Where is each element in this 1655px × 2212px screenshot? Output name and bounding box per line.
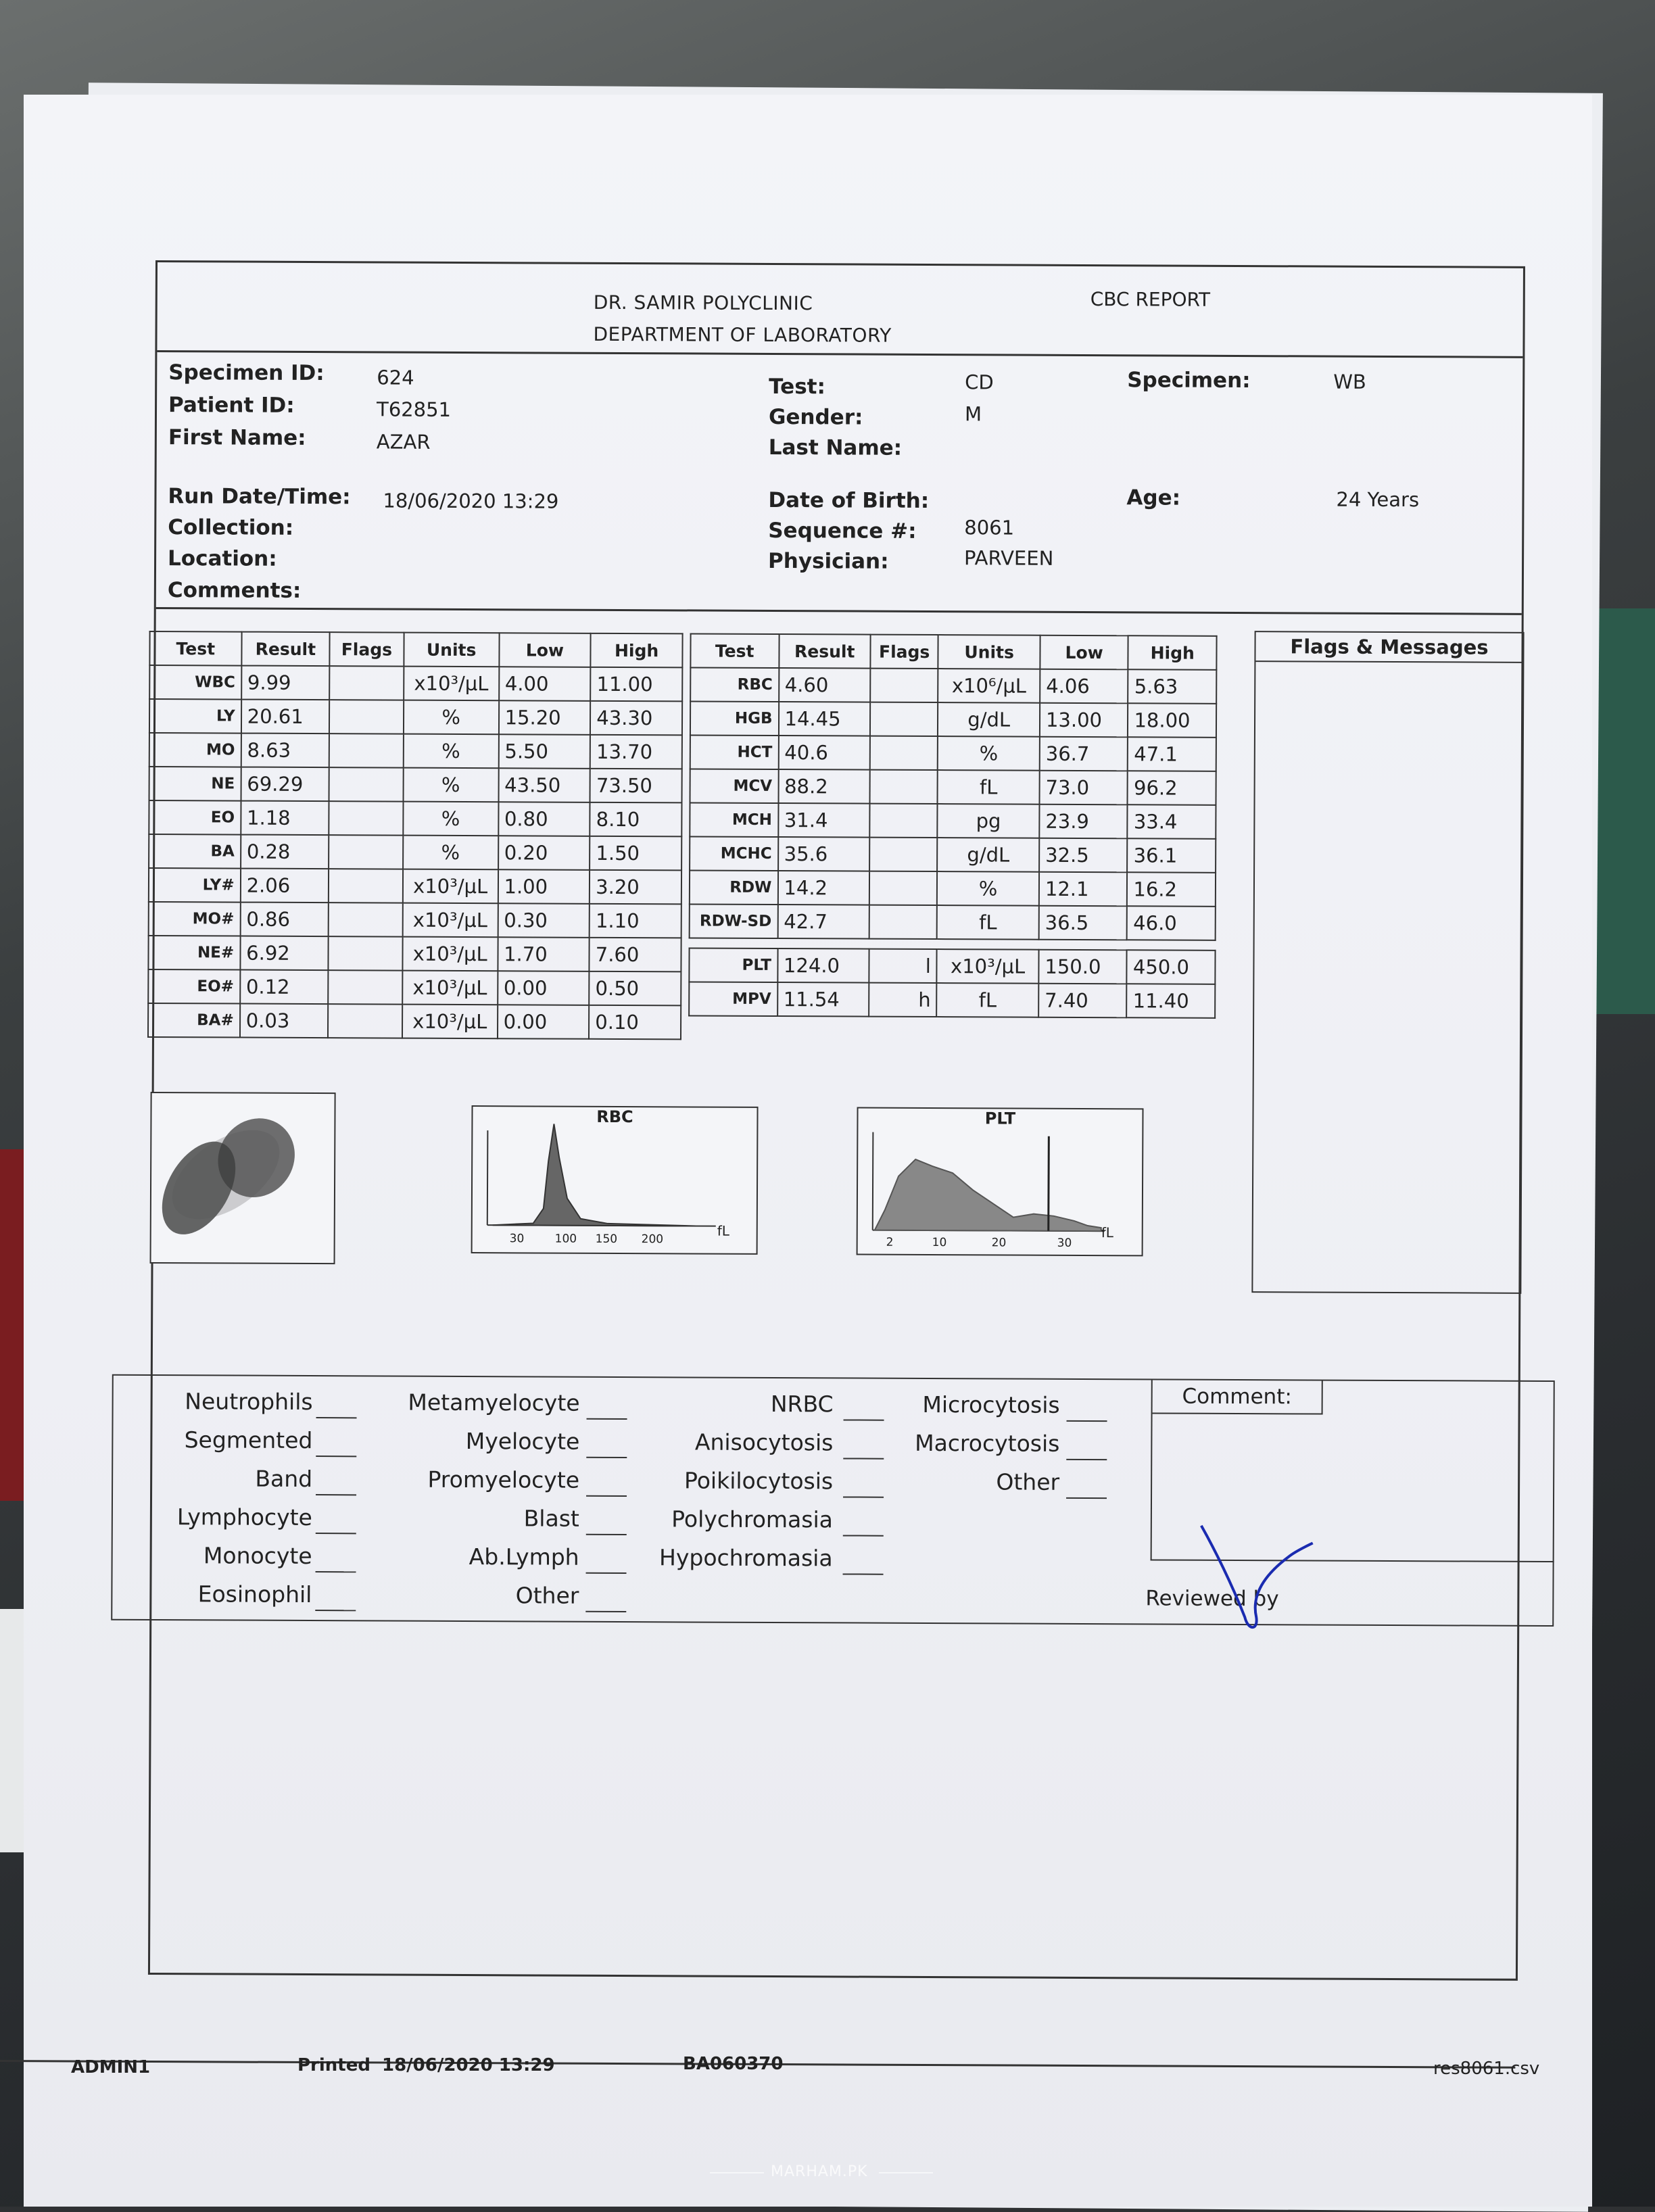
- low-value: 0.30: [498, 903, 590, 938]
- low-value: 1.00: [498, 869, 590, 904]
- table-row: [689, 948, 1215, 984]
- flag-value: [329, 767, 404, 801]
- low-value: 0.00: [498, 971, 590, 1005]
- watermark: MARHAM.PK: [771, 2163, 868, 2180]
- differential-label: Eosinophil: [197, 1581, 312, 1608]
- units-value: %: [403, 768, 498, 802]
- differential-label: Lymphocyte: [176, 1504, 312, 1531]
- units-value: fL: [937, 905, 1039, 940]
- test-name: EO: [149, 800, 241, 835]
- test-name: NE: [149, 767, 241, 801]
- low-value: 0.80: [498, 802, 590, 836]
- test-name: MO#: [149, 902, 241, 936]
- rbc-histogram: [471, 1105, 759, 1255]
- low-value: 23.9: [1039, 804, 1128, 839]
- column-header: Test: [690, 633, 779, 668]
- entry-blank-line: [585, 1611, 626, 1612]
- table-row: [149, 902, 681, 938]
- entry-blank-line: [843, 1573, 884, 1574]
- low-value: 15.20: [499, 700, 591, 735]
- table-row: [690, 802, 1216, 838]
- plt-results-table: [688, 947, 1216, 1018]
- test-value: CD: [965, 370, 994, 394]
- reviewer-signature: [1194, 1516, 1330, 1652]
- differential-label: Other: [515, 1582, 579, 1609]
- differential-label: Metamyelocyte: [408, 1389, 580, 1416]
- table-row: [690, 904, 1216, 940]
- table-row: [148, 969, 681, 1005]
- entry-blank-line: [843, 1496, 884, 1497]
- units-value: fL: [938, 770, 1040, 804]
- test-name: HGB: [690, 701, 779, 736]
- result-value: 14.45: [778, 702, 870, 736]
- test-name: BA#: [148, 1003, 240, 1038]
- plt-histogram-graphic: [858, 1109, 1143, 1255]
- entry-blank-line: [844, 1419, 884, 1420]
- result-value: 0.86: [240, 903, 329, 937]
- rbc-tick-label: 100: [554, 1232, 577, 1246]
- test-name: MO: [149, 733, 241, 767]
- test-name: RDW: [690, 870, 778, 905]
- result-value: 31.4: [778, 803, 870, 838]
- test-name: BA: [149, 834, 241, 869]
- specimen-id-label: Specimen ID:: [168, 360, 325, 386]
- high-value: 11.00: [590, 667, 682, 702]
- column-header: Flags: [330, 632, 404, 666]
- units-value: x10³/µL: [402, 1005, 498, 1039]
- plt-tick-label: 10: [932, 1236, 947, 1250]
- low-value: 32.5: [1039, 838, 1128, 873]
- differential-label: Neutrophils: [185, 1388, 313, 1416]
- flag-value: [329, 869, 403, 903]
- result-value: 124.0: [777, 948, 869, 983]
- result-value: 0.03: [240, 1004, 329, 1038]
- result-value: 35.6: [778, 837, 870, 871]
- column-header: Test: [149, 631, 241, 666]
- differential-label: Other: [996, 1468, 1060, 1495]
- flag-value: [870, 736, 938, 770]
- result-value: 20.61: [241, 700, 330, 734]
- low-value: 150.0: [1038, 950, 1127, 984]
- result-value: 4.60: [779, 668, 871, 702]
- entry-blank-line: [1066, 1459, 1107, 1460]
- entry-blank-line: [843, 1535, 884, 1536]
- entry-blank-line: [587, 1418, 627, 1420]
- low-value: 36.5: [1039, 906, 1128, 940]
- high-value: 7.60: [590, 938, 681, 972]
- footer-user: ADMIN1: [71, 2057, 151, 2077]
- entry-blank-line: [1066, 1497, 1107, 1499]
- column-header: High: [591, 633, 683, 668]
- rbc-results-table: [689, 633, 1218, 940]
- result-value: 6.92: [240, 936, 329, 971]
- table-row: [149, 834, 681, 870]
- units-value: %: [403, 734, 498, 769]
- differential-label: Poikilocytosis: [683, 1467, 834, 1495]
- table-row: [690, 769, 1216, 804]
- test-name: RBC: [690, 667, 779, 702]
- comments-label: Comments:: [167, 578, 302, 603]
- flag-value: [329, 666, 404, 700]
- department-name: DEPARTMENT OF LABORATORY: [593, 322, 892, 347]
- test-name: PLT: [689, 948, 777, 982]
- dob-label: Date of Birth:: [768, 487, 930, 513]
- run-date-label: Run Date/Time:: [168, 484, 351, 510]
- gender-label: Gender:: [768, 404, 863, 430]
- differential-label: Ab.Lymph: [469, 1543, 579, 1570]
- wbc-results-table: [147, 631, 683, 1040]
- physician-value: PARVEEN: [964, 546, 1054, 570]
- differential-label: Anisocytosis: [694, 1428, 834, 1456]
- differential-label: Band: [255, 1465, 313, 1493]
- result-value: 88.2: [778, 769, 870, 804]
- report-header: [157, 262, 1523, 358]
- plt-tick-label: 30: [1057, 1236, 1072, 1250]
- result-value: 11.54: [777, 982, 869, 1017]
- result-value: 1.18: [241, 801, 329, 836]
- differential-label: Myelocyte: [465, 1428, 580, 1455]
- column-header: Low: [1040, 635, 1128, 670]
- differential-label: Polychromasia: [671, 1506, 833, 1533]
- units-value: g/dL: [938, 702, 1040, 737]
- flags-messages-box: [1251, 631, 1524, 1294]
- clinic-name: DR. SAMIR POLYCLINIC: [593, 291, 813, 315]
- units-value: pg: [938, 804, 1040, 838]
- flag-value: [329, 936, 403, 970]
- high-value: 18.00: [1128, 703, 1216, 738]
- test-name: LY#: [149, 868, 241, 903]
- low-value: 5.50: [498, 734, 590, 769]
- plt-histogram: [857, 1107, 1144, 1257]
- table-row: [149, 699, 682, 735]
- rbc-unit-label: fL: [717, 1222, 729, 1239]
- test-name: LY: [149, 699, 241, 734]
- footer-printed-label: Printed: [297, 2055, 370, 2075]
- units-value: %: [403, 836, 498, 870]
- entry-blank-line: [316, 1533, 356, 1534]
- flag-value: [329, 700, 404, 734]
- info-divider: [156, 607, 1522, 615]
- low-value: 36.7: [1040, 737, 1128, 771]
- age-value: 24 Years: [1336, 487, 1420, 512]
- entry-blank-line: [316, 1417, 357, 1418]
- units-value: x10³/µL: [403, 869, 498, 904]
- manual-differential-box: [111, 1374, 1555, 1627]
- units-value: %: [938, 736, 1040, 771]
- high-value: 1.50: [590, 836, 681, 871]
- patient-id-value: T62851: [376, 398, 452, 421]
- high-value: 33.4: [1128, 804, 1216, 839]
- collection-label: Collection:: [168, 515, 294, 540]
- flag-value: [869, 838, 938, 871]
- result-value: 42.7: [777, 905, 869, 939]
- test-name: HCT: [690, 735, 779, 769]
- column-header: Low: [499, 633, 591, 667]
- units-value: x10³/µL: [402, 903, 498, 938]
- table-row: [149, 868, 681, 904]
- report-title: CBC REPORT: [1090, 288, 1211, 311]
- specimen-id-value: 624: [377, 366, 414, 389]
- table-row: [689, 982, 1215, 1017]
- test-name: WBC: [149, 665, 241, 700]
- desk-object: [1594, 608, 1655, 1014]
- flags-messages-title: Flags & Messages: [1255, 632, 1522, 663]
- differential-label: Blast: [523, 1505, 579, 1532]
- differential-label: Promyelocyte: [427, 1466, 580, 1493]
- high-value: 73.50: [590, 769, 682, 803]
- result-value: 40.6: [778, 736, 870, 770]
- flag-value: [870, 770, 938, 804]
- last-name-label: Last Name:: [768, 435, 903, 460]
- units-value: x10³/µL: [402, 971, 498, 1005]
- specimen-label: Specimen:: [1127, 368, 1251, 393]
- table-row: [690, 870, 1216, 906]
- units-value: x10³/µL: [937, 949, 1039, 984]
- reviewed-by-label: Reviewed by: [1145, 1586, 1279, 1612]
- entry-blank-line: [1067, 1420, 1107, 1422]
- flag-value: h: [869, 983, 937, 1017]
- watermark-line: [710, 2172, 764, 2173]
- table-row: [690, 667, 1216, 703]
- footer-code: BA060370: [683, 2054, 784, 2074]
- differential-label: Monocyte: [203, 1542, 312, 1570]
- gender-value: M: [964, 402, 982, 426]
- result-value: 0.12: [240, 970, 329, 1005]
- entry-blank-line: [316, 1494, 356, 1495]
- sequence-label: Sequence #:: [768, 518, 917, 544]
- column-header: Units: [938, 635, 1040, 669]
- wbc-scatter-plot: [150, 1092, 336, 1264]
- entry-blank-line: [315, 1610, 356, 1611]
- physician-label: Physician:: [767, 548, 889, 574]
- comment-label: Comment:: [1153, 1380, 1323, 1414]
- flag-value: [329, 801, 403, 835]
- high-value: 36.1: [1128, 838, 1216, 873]
- test-name: MPV: [689, 982, 777, 1016]
- test-name: MCH: [690, 802, 778, 837]
- column-header: Result: [241, 632, 330, 667]
- test-label: Test:: [769, 374, 826, 400]
- high-value: 0.50: [589, 971, 681, 1006]
- flag-value: [869, 905, 938, 939]
- high-value: 1.10: [590, 904, 681, 938]
- flag-value: [329, 903, 403, 936]
- table-row: [690, 735, 1216, 771]
- result-value: 14.2: [777, 871, 869, 905]
- table-row: [690, 836, 1216, 872]
- rbc-histogram-title: RBC: [596, 1107, 633, 1127]
- test-name: EO#: [148, 969, 240, 1004]
- units-value: %: [403, 802, 498, 836]
- entry-blank-line: [586, 1534, 627, 1535]
- low-value: 13.00: [1040, 703, 1128, 738]
- low-value: 73.0: [1039, 771, 1128, 805]
- table-header-row: [690, 633, 1216, 669]
- plt-tick-label: 20: [991, 1236, 1007, 1250]
- patient-id-label: Patient ID:: [168, 393, 295, 418]
- table-row: [148, 936, 681, 971]
- high-value: 3.20: [590, 870, 681, 905]
- high-value: 16.2: [1127, 872, 1216, 907]
- differential-label: Macrocytosis: [915, 1429, 1060, 1457]
- low-value: 12.1: [1039, 872, 1128, 907]
- differential-label: Microcytosis: [922, 1391, 1060, 1418]
- high-value: 43.30: [590, 701, 682, 736]
- low-value: 1.70: [498, 937, 590, 971]
- scatter-graphic: [151, 1093, 335, 1263]
- differential-label: Segmented: [184, 1426, 313, 1454]
- report-frame: [148, 260, 1525, 1981]
- units-value: x10³/µL: [402, 937, 498, 971]
- high-value: 46.0: [1127, 906, 1216, 940]
- result-value: 2.06: [241, 869, 329, 903]
- column-header: Flags: [870, 635, 938, 669]
- watermark-line: [879, 2172, 933, 2173]
- column-header: High: [1128, 635, 1217, 670]
- low-value: 4.06: [1040, 669, 1128, 704]
- flag-value: l: [869, 949, 937, 983]
- entry-blank-line: [316, 1456, 356, 1457]
- specimen-value: WB: [1333, 370, 1366, 393]
- low-value: 4.00: [499, 667, 591, 701]
- high-value: 450.0: [1127, 950, 1216, 984]
- column-header: Units: [404, 633, 499, 667]
- table-row: [690, 701, 1216, 737]
- test-name: MCHC: [690, 836, 778, 871]
- flag-value: [870, 702, 938, 736]
- differential-label: NRBC: [770, 1390, 834, 1418]
- high-value: 11.40: [1127, 984, 1216, 1018]
- column-header: Result: [779, 634, 871, 669]
- result-value: 0.28: [241, 835, 329, 869]
- result-value: 8.63: [241, 734, 329, 768]
- test-name: MCV: [690, 769, 779, 803]
- rbc-tick-label: 200: [641, 1232, 664, 1247]
- table-row: [149, 733, 682, 769]
- table-header-row: [149, 631, 682, 667]
- result-value: 9.99: [241, 666, 330, 700]
- differential-label: Hypochromasia: [659, 1544, 833, 1572]
- high-value: 8.10: [590, 802, 682, 837]
- flag-value: [329, 734, 404, 767]
- table-row: [149, 800, 681, 836]
- flag-value: [869, 804, 938, 838]
- low-value: 43.50: [498, 768, 590, 802]
- table-row: [148, 1003, 681, 1039]
- result-value: 69.29: [241, 767, 329, 802]
- test-name: NE#: [148, 936, 240, 970]
- entry-blank-line: [316, 1571, 356, 1572]
- location-label: Location:: [167, 546, 277, 571]
- age-label: Age:: [1126, 485, 1181, 510]
- sequence-value: 8061: [964, 516, 1015, 539]
- first-name-label: First Name:: [168, 425, 306, 450]
- flag-value: [869, 871, 938, 905]
- entry-blank-line: [586, 1495, 627, 1497]
- units-value: fL: [937, 983, 1039, 1017]
- flag-value: [329, 835, 403, 869]
- table-row: [149, 767, 682, 802]
- high-value: 13.70: [590, 735, 682, 769]
- units-value: x10³/µL: [404, 667, 499, 701]
- plt-tick-label: 2: [886, 1235, 894, 1249]
- rbc-tick-label: 150: [595, 1232, 618, 1246]
- entry-blank-line: [843, 1458, 884, 1459]
- plt-histogram-title: PLT: [984, 1109, 1016, 1128]
- high-value: 5.63: [1128, 669, 1217, 704]
- units-value: %: [404, 700, 499, 735]
- table-row: [149, 665, 682, 701]
- low-value: 0.20: [498, 836, 590, 870]
- entry-blank-line: [586, 1457, 627, 1458]
- flag-value: [870, 669, 938, 702]
- report-sheet: [24, 95, 1592, 2207]
- rbc-tick-label: 30: [509, 1232, 525, 1246]
- units-value: %: [937, 871, 1039, 906]
- units-value: x10⁶/µL: [938, 669, 1040, 703]
- low-value: 0.00: [498, 1005, 590, 1039]
- high-value: 47.1: [1128, 737, 1216, 771]
- flag-value: [328, 1004, 402, 1038]
- units-value: g/dL: [937, 838, 1039, 872]
- plt-unit-label: fL: [1101, 1224, 1113, 1241]
- low-value: 7.40: [1038, 984, 1127, 1018]
- high-value: 96.2: [1128, 771, 1216, 805]
- entry-blank-line: [586, 1572, 627, 1574]
- footer-printed-date: 18/06/2020 13:29: [382, 2055, 555, 2075]
- test-name: RDW-SD: [690, 904, 778, 938]
- flag-value: [328, 970, 402, 1004]
- run-date-value: 18/06/2020 13:29: [383, 489, 559, 513]
- footer-file: res8061.csv: [1433, 2059, 1540, 2079]
- first-name-value: AZAR: [376, 430, 431, 454]
- high-value: 0.10: [589, 1005, 681, 1040]
